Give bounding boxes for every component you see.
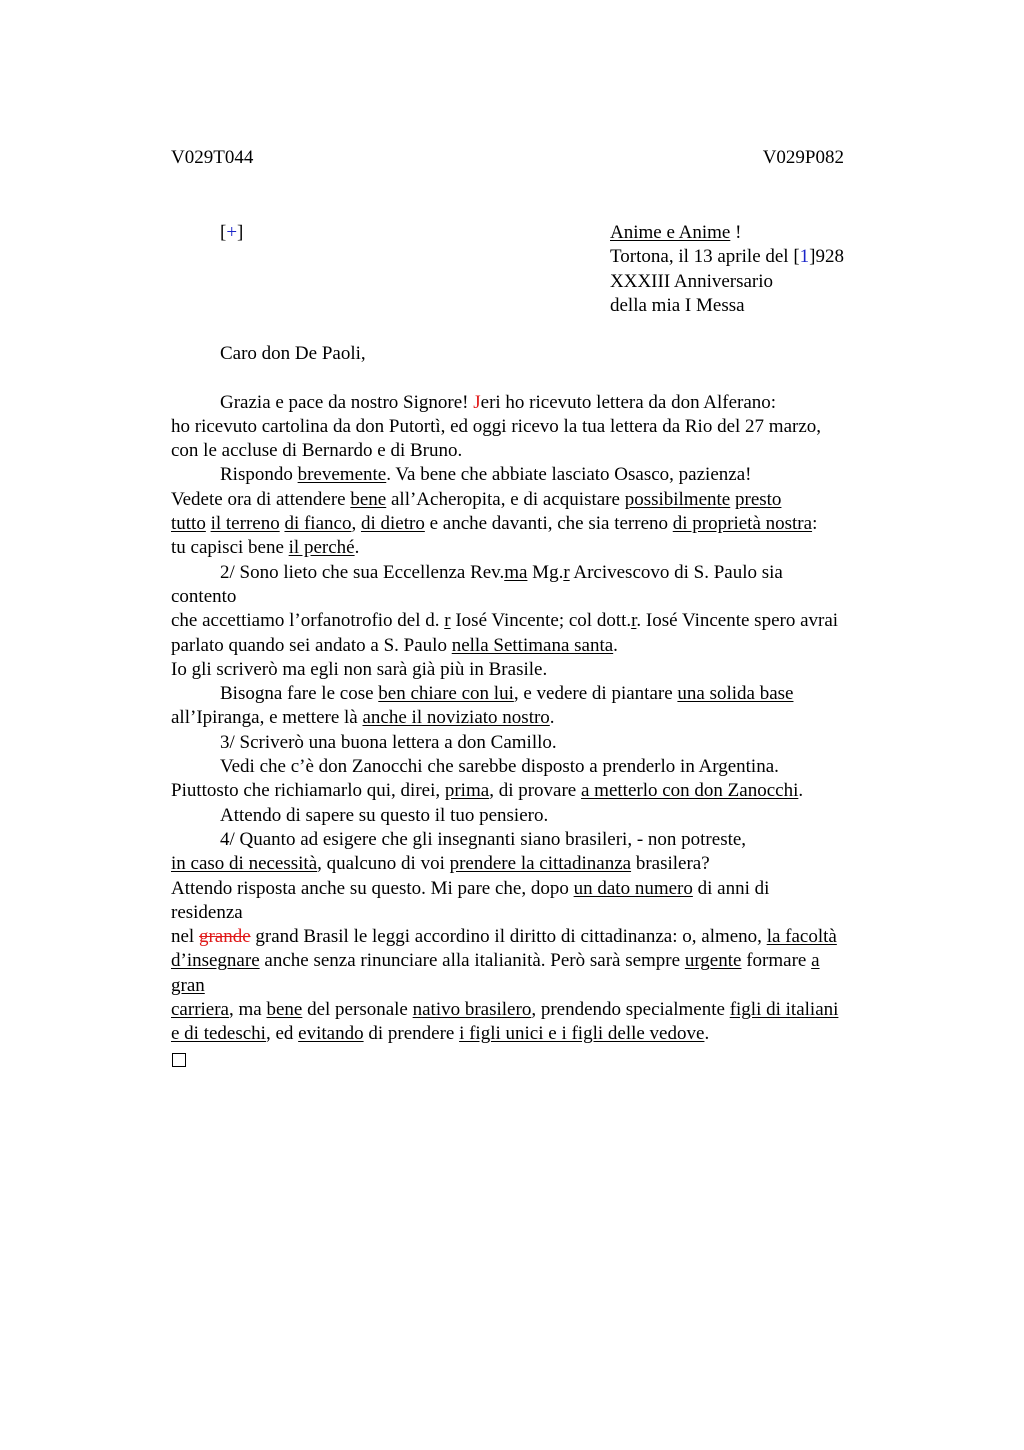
- text: del personale: [302, 999, 413, 1021]
- text: Grazia e pace da nostro Signore!: [220, 391, 474, 413]
- underlined: ben chiare con lui: [378, 683, 514, 705]
- underlined: brevemente: [297, 464, 387, 486]
- text: , ma: [229, 999, 267, 1021]
- anniversary-line-2: della mia I Messa: [610, 294, 745, 316]
- underlined: possibilmente: [624, 488, 731, 510]
- underlined: una solida base: [677, 683, 794, 705]
- text: all’Ipiranga, e mettere là: [171, 707, 363, 729]
- paragraph-2-line-4: [171, 536, 911, 560]
- text: di prendere: [363, 1023, 460, 1045]
- paragraph-3-line-4: [171, 634, 911, 658]
- cross-mark: [+]: [220, 222, 244, 243]
- dateline-block: [610, 221, 844, 318]
- text: che accettiamo l’orfanotrofio del d.: [171, 610, 445, 632]
- underlined: ma: [504, 561, 528, 583]
- text: Rispondo: [220, 464, 298, 486]
- end-box-icon: [172, 1053, 186, 1067]
- end-mark-line: [171, 1047, 911, 1071]
- underlined: r: [631, 610, 637, 632]
- underlined: bene: [266, 999, 303, 1021]
- underlined: di proprietà nostra: [672, 513, 813, 535]
- text: . Va bene che abbiate lasciato Osasco, pazienza!: [386, 464, 752, 486]
- paragraph-5-line-3: [171, 779, 911, 803]
- text: all’Acheropita, e di acquistare: [386, 488, 625, 510]
- underlined: prima: [444, 780, 490, 802]
- underlined: evitando: [298, 1023, 364, 1045]
- paragraph-6-line-6: [171, 949, 911, 973]
- paragraph-3-line-1: [171, 561, 911, 585]
- underlined: r: [444, 610, 451, 632]
- paragraph-1-line-3: con le accluse di Bernardo e di Bruno.: [171, 440, 463, 462]
- paragraph-2-line-2: [171, 488, 911, 512]
- underlined: il perché: [288, 537, 355, 559]
- place-date-pre: Tortona, il 13 aprile del [: [610, 246, 800, 268]
- text: di anni di: [692, 877, 770, 899]
- text: .: [549, 707, 555, 729]
- underlined: un dato numero: [573, 877, 693, 899]
- paragraph-4-line-1: [171, 682, 911, 706]
- underlined: i figli unici e i figli delle vedove: [459, 1023, 705, 1045]
- paragraph-6-line-2: [171, 852, 911, 876]
- paragraph-6-line-9: [171, 1022, 911, 1046]
- underlined: gran: [171, 974, 205, 996]
- underlined: di dietro: [360, 513, 425, 535]
- text: .: [704, 1023, 710, 1045]
- place-date: [610, 245, 844, 269]
- underlined: prendere la cittadinanza: [449, 853, 632, 875]
- motto-suffix: !: [730, 222, 742, 243]
- paragraph-3-line-3: [171, 609, 911, 633]
- cross-symbol: +: [226, 222, 238, 243]
- place-date-post: ]928: [809, 246, 844, 268]
- paragraph-6-line-5: [171, 925, 911, 949]
- text: brasilera?: [631, 853, 710, 875]
- text: Mg.: [527, 561, 564, 583]
- underlined: bene: [350, 488, 387, 510]
- paragraph-3-line-5: Io gli scriverò ma egli non sarà già più in Brasile.: [171, 658, 548, 680]
- paragraph-5-line-4: Attendo di sapere su questo il tuo pensiero.: [220, 804, 549, 826]
- motto-line: [610, 221, 844, 245]
- salutation: Caro don De Paoli,: [220, 343, 366, 364]
- text: grand Brasil le leggi accordino il diritto di cittadinanza: o, almeno,: [250, 926, 767, 948]
- text: anche senza rinunciare alla italianità. Però sarà sempre: [259, 950, 685, 972]
- text: Bisogna fare le cose: [220, 683, 379, 705]
- underlined: figli di italiani: [729, 999, 839, 1021]
- text: :: [812, 513, 818, 535]
- text: parlato quando sei andato a S. Paulo: [171, 634, 452, 656]
- paragraph-6-line-8: [171, 998, 911, 1022]
- text: 2/ Sono lieto che sua Eccellenza Rev.: [220, 561, 505, 583]
- text: Attendo risposta anche su questo. Mi pare che, dopo: [171, 877, 574, 899]
- text: formare: [741, 950, 812, 972]
- text: .: [613, 634, 618, 656]
- underlined: urgente: [684, 950, 742, 972]
- paragraph-1-line-2: ho ricevuto cartolina da don Putortì, ed oggi ricevo la tua lettera da Rio del 27 marzo,: [171, 415, 822, 437]
- red-letter: J: [473, 391, 481, 413]
- document-code-right: V029P082: [762, 147, 844, 168]
- underlined: a metterlo con don Zanocchi: [581, 780, 799, 802]
- underlined: carriera: [171, 999, 229, 1021]
- text: tu capisci bene: [171, 537, 289, 559]
- text: . Iosé Vincente spero avrai: [636, 610, 839, 632]
- paragraph-1-line-1: [171, 391, 911, 415]
- underlined: d’insegnare: [171, 950, 260, 972]
- paragraph-2-line-1: [171, 463, 911, 487]
- underlined: presto: [735, 488, 782, 510]
- underlined: tutto: [171, 513, 206, 535]
- paragraph-6-line-7: [171, 974, 911, 998]
- underlined: il terreno: [210, 513, 280, 535]
- anniversary-line-1: XXXIII Anniversario: [610, 270, 774, 292]
- text: eri ho ricevuto lettera da don Alferano:: [480, 391, 777, 413]
- paragraph-6-line-3: [171, 877, 911, 901]
- underlined: e di tedeschi: [171, 1023, 266, 1045]
- text: , e vedere di piantare: [513, 683, 678, 705]
- underlined: in caso di necessità: [171, 853, 318, 875]
- place-date-digit: 1: [799, 246, 810, 268]
- underlined: anche il noviziato nostro: [362, 707, 550, 729]
- paragraph-2-line-3: [171, 512, 911, 536]
- paragraph-6-line-1: 4/ Quanto ad esigere che gli insegnanti siano brasileri, - non potreste,: [220, 828, 747, 850]
- text: Arcivescovo di S. Paulo sia: [569, 561, 783, 583]
- letter-body: [171, 342, 911, 1071]
- struck-word: grande: [198, 926, 251, 948]
- underlined: a: [811, 950, 820, 972]
- text: .: [798, 780, 804, 802]
- text: nel: [171, 926, 199, 948]
- paragraph-4-line-2: [171, 706, 911, 730]
- text: , qualcuno di voi: [317, 853, 450, 875]
- paragraph-3-line-2: contento: [171, 585, 237, 607]
- text: Vedete ora di attendere: [171, 488, 351, 510]
- underlined: nella Settimana santa: [451, 634, 614, 656]
- text: , prendendo specialmente: [531, 999, 730, 1021]
- text: , ed: [265, 1023, 299, 1045]
- underlined: nativo brasilero: [412, 999, 532, 1021]
- underlined: r: [563, 561, 570, 583]
- text: Iosé Vincente; col dott.: [450, 610, 632, 632]
- underlined: di fianco: [284, 513, 352, 535]
- text: , di provare: [489, 780, 581, 802]
- paragraph-6-line-4: residenza: [171, 901, 243, 923]
- text: ,: [351, 513, 361, 535]
- paragraph-5-line-1: 3/ Scriverò una buona lettera a don Camillo.: [220, 731, 557, 753]
- text: Piuttosto che richiamarlo qui, direi,: [171, 780, 445, 802]
- text: .: [354, 537, 360, 559]
- text: e anche davanti, che sia terreno: [424, 513, 673, 535]
- document-code-left: V029T044: [171, 147, 254, 168]
- underlined: la facoltà: [766, 926, 837, 948]
- motto: Anime e Anime: [610, 222, 731, 243]
- paragraph-5-line-2: Vedi che c’è don Zanocchi che sarebbe disposto a prenderlo in Argentina.: [220, 756, 779, 778]
